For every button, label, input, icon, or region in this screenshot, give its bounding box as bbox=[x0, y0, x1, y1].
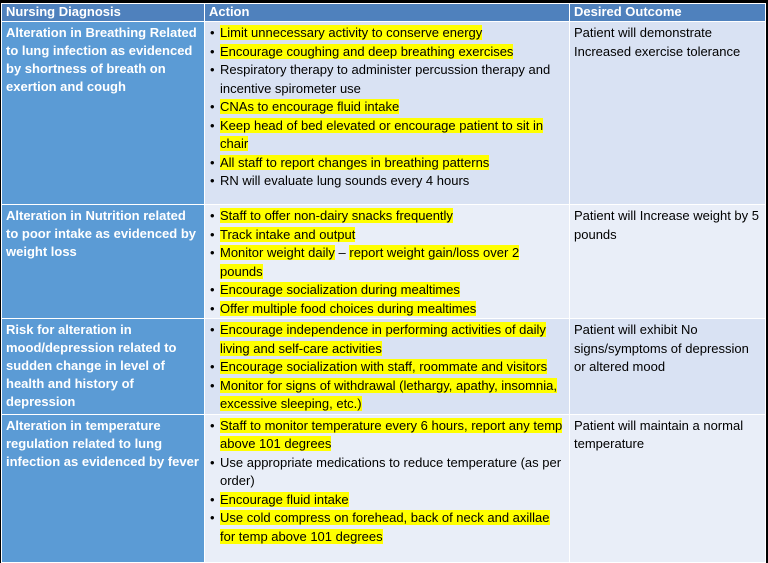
highlighted-text: Staff to monitor temperature every 6 hours, report any temp above 101 degrees bbox=[220, 417, 563, 451]
list-item bbox=[209, 61, 565, 98]
highlighted-text: All staff to report changes in breathing patterns bbox=[220, 154, 490, 170]
outcome-cell: Patient will maintain a normal temperature bbox=[570, 414, 766, 562]
highlighted-text: Encourage socialization with staff, roommate and visitors bbox=[220, 359, 548, 374]
list-item bbox=[209, 98, 565, 117]
highlighted-text: Encourage socialization during mealtimes bbox=[220, 282, 460, 297]
action-cell bbox=[205, 414, 570, 562]
diagnosis-cell: Alteration in temperature regulation related to lung infection as evidenced by fever bbox=[2, 414, 205, 562]
action-list bbox=[209, 321, 565, 414]
table-row bbox=[2, 319, 766, 415]
highlighted-text: report weight gain/loss over 2 pounds bbox=[220, 245, 520, 279]
list-item bbox=[209, 244, 565, 281]
action-text: RN will evaluate lung sounds every 4 hours bbox=[220, 173, 470, 188]
outcome-cell: Patient will exhibit No signs/symptoms of depression or altered mood bbox=[570, 319, 766, 415]
action-cell bbox=[205, 22, 570, 205]
list-item bbox=[209, 300, 565, 319]
list-item bbox=[209, 24, 565, 43]
diagnosis-cell: Alteration in Nutrition related to poor intake as evidenced by weight loss bbox=[2, 205, 205, 319]
list-item bbox=[209, 377, 565, 414]
action-cell bbox=[205, 205, 570, 319]
list-item bbox=[209, 454, 565, 491]
list-item bbox=[209, 207, 565, 226]
highlighted-text: CNAs to encourage fluid intake bbox=[220, 99, 400, 114]
header-desired-outcome: Desired Outcome bbox=[570, 4, 766, 22]
list-item bbox=[209, 172, 565, 191]
outcome-cell: Patient will Increase weight by 5 pounds bbox=[570, 205, 766, 319]
highlighted-text: Track intake and output bbox=[220, 226, 356, 242]
action-cell bbox=[205, 319, 570, 415]
diagnosis-cell: Alteration in Breathing Related to lung infection as evidenced by shortness of breath on exertion and cough bbox=[2, 22, 205, 205]
list-item bbox=[209, 154, 565, 173]
list-item bbox=[209, 117, 565, 154]
highlighted-text: Offer multiple food choices during mealtimes bbox=[220, 300, 477, 316]
action-text: Respiratory therapy to administer percussion therapy and incentive spirometer use bbox=[220, 62, 551, 96]
highlighted-text: Encourage independence in performing activities of daily living and self-care activities bbox=[220, 322, 546, 356]
list-item bbox=[209, 509, 565, 546]
care-plan-table bbox=[1, 3, 766, 563]
list-item bbox=[209, 226, 565, 245]
list-item bbox=[209, 281, 565, 300]
header-row bbox=[2, 4, 766, 22]
list-item bbox=[209, 43, 565, 62]
table-row bbox=[2, 414, 766, 562]
action-text: Use appropriate medications to reduce temperature (as per order) bbox=[220, 454, 562, 488]
action-text: – bbox=[334, 245, 350, 260]
action-list bbox=[209, 24, 565, 191]
list-item bbox=[209, 358, 565, 377]
list-item bbox=[209, 417, 565, 454]
highlighted-text: Encourage coughing and deep breathing exercises bbox=[220, 43, 514, 59]
highlighted-text: Limit unnecessary activity to conserve energy bbox=[220, 25, 483, 40]
action-list bbox=[209, 207, 565, 318]
highlighted-text: Keep head of bed elevated or encourage patient to sit in chair bbox=[220, 117, 544, 151]
list-item bbox=[209, 491, 565, 510]
outcome-cell: Patient will demonstrate Increased exercise tolerance bbox=[570, 22, 766, 205]
highlighted-text: Monitor weight daily bbox=[220, 245, 335, 260]
header-action: Action bbox=[205, 4, 570, 22]
header-nursing-diagnosis: Nursing Diagnosis bbox=[2, 4, 205, 22]
highlighted-text: Monitor for signs of withdrawal (lethargy, apathy, insomnia, excessive sleeping, etc.) bbox=[220, 377, 557, 411]
action-list bbox=[209, 417, 565, 547]
table-row bbox=[2, 22, 766, 205]
table-row bbox=[2, 205, 766, 319]
highlighted-text: Use cold compress on forehead, back of neck and axillae for temp above 101 degrees bbox=[220, 510, 550, 544]
list-item bbox=[209, 321, 565, 358]
diagnosis-cell: Risk for alteration in mood/depression related to sudden change in level of health and history of depression bbox=[2, 319, 205, 415]
highlighted-text: Encourage fluid intake bbox=[220, 491, 349, 507]
highlighted-text: Staff to offer non-dairy snacks frequently bbox=[220, 208, 453, 223]
